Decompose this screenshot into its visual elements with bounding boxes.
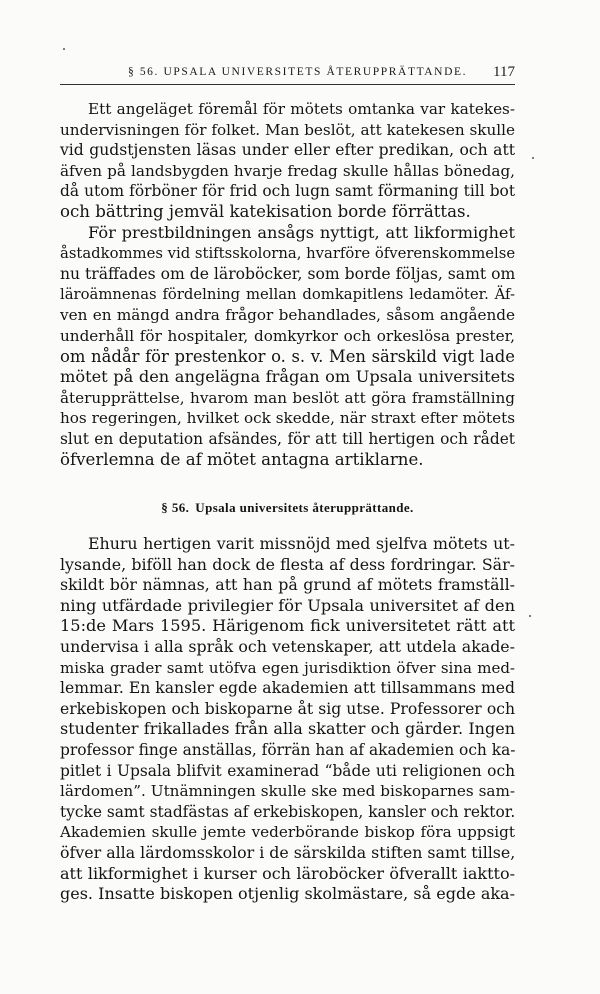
- text-line: mötet på den angelägna frågan om Upsala universitets: [60, 367, 515, 387]
- text-line: 15:de Mars 1595. Härigenom fick universitetet rätt att: [60, 616, 515, 636]
- text-line: återupprättelse, hvarom man beslöt att göra framställning: [60, 388, 515, 407]
- text-line: Akademien skulle jemte vederbörande biskop föra uppsigt: [60, 823, 515, 842]
- text-line: undervisa i alla språk och vetenskaper, att utdela akade-: [60, 636, 515, 656]
- section-heading: [60, 500, 515, 516]
- text-line: ges. Insatte biskopen otjenlig skolmästare, så egde aka-: [60, 884, 515, 904]
- text-line: lemmar. En kansler egde akademien att tillsammans med: [60, 679, 515, 698]
- text-line: läroämnenas fördelning mellan domkapitlens ledamöter. Äf-: [60, 285, 515, 303]
- text-line: ning utfärdade privilegier för Upsala universitet af den: [60, 595, 515, 615]
- text-line: Ehuru hertigen varit missnöjd med sjelfva mötets ut-: [88, 534, 515, 553]
- text-line: och bättring jemväl katekisation borde förrättas.: [60, 201, 471, 221]
- text-line: professor finge anställas, förrän han af akademien och ka-: [60, 740, 516, 759]
- paragraph-2: [60, 223, 515, 470]
- text-line: miska grader samt utöfva egen jurisdiktion öfver sina med-: [60, 658, 515, 677]
- text-line: erkebiskopen och biskoparne åt sig utse. Professorer och: [60, 699, 515, 718]
- text-line: hos regeringen, hvilket ock skedde, när straxt efter mötets: [60, 409, 515, 428]
- text-line: nu träffades om de läroböcker, som borde följas, samt om: [60, 265, 516, 284]
- text-line: Ett angeläget föremål för mötets omtanka var katekes-: [88, 100, 515, 118]
- section-number: § 56.: [161, 500, 190, 515]
- text-line: tycke samt stadfästas af erkebiskopen, kansler och rektor.: [60, 802, 516, 821]
- page-number: 117: [493, 64, 515, 80]
- text-line: För prestbildningen ansågs nyttigt, att likformighet: [88, 223, 515, 242]
- text-line: då utom förböner för frid och lugn samt förmaning till bot: [60, 182, 515, 201]
- text-line: öfver alla lärdomsskolor i de särskilda stiften samt tillse,: [60, 842, 516, 862]
- running-header: [60, 64, 515, 85]
- text-line: om nådår för prestenkor o. s. v. Men särskild vigt lade: [60, 346, 515, 366]
- text-line: ven en mängd andra frågor behandlades, såsom angående: [60, 306, 515, 325]
- text-line: öfverlemna de af mötet antagna artiklarne.: [60, 449, 424, 469]
- text-line: att likformighet i kurser och läroböcker öfverallt iaktto-: [60, 863, 515, 883]
- text-line: skildt bör nämnas, att han på grund af mötets framställ-: [60, 575, 515, 595]
- text-line: åstadkommes vid stiftsskolorna, hvarföre öfverenskommelse: [60, 244, 516, 262]
- text-line: äfven på landsbygden hvarje fredag skulle hållas bönedag,: [60, 161, 515, 180]
- text-line: undervisningen för folket. Man beslöt, att katekesen skulle: [60, 120, 515, 139]
- paragraph-1: [60, 99, 515, 223]
- paragraph-3: [60, 534, 515, 905]
- text-line: studenter frikallades från alla skatter och gärder. Ingen: [60, 719, 515, 739]
- text-line: vid gudstjensten läsas under eller efter predikan, och att: [60, 141, 515, 160]
- running-title: § 56. UPSALA UNIVERSITETS ÅTERUPPRÄTTANDE.: [128, 66, 468, 78]
- scan-speck: [63, 48, 65, 50]
- text-line: pitlet i Upsala blifvit examinerad “både uti religionen och: [60, 761, 515, 780]
- scan-speck: [529, 615, 531, 617]
- text-line: lärdomen”. Utnämningen skulle ske med biskoparnes sam-: [60, 782, 515, 801]
- text-line: lysande, biföll han dock de flesta af dess fordringar. Sär-: [60, 554, 515, 574]
- text-line: underhåll för hospitaler, domkyrkor och orkeslösa prester,: [60, 326, 515, 345]
- section-title: Upsala universitets återupprättande.: [195, 500, 414, 515]
- text-line: slut en deputation afsändes, för att till hertigen och rådet: [60, 429, 515, 448]
- scan-speck: [532, 157, 534, 159]
